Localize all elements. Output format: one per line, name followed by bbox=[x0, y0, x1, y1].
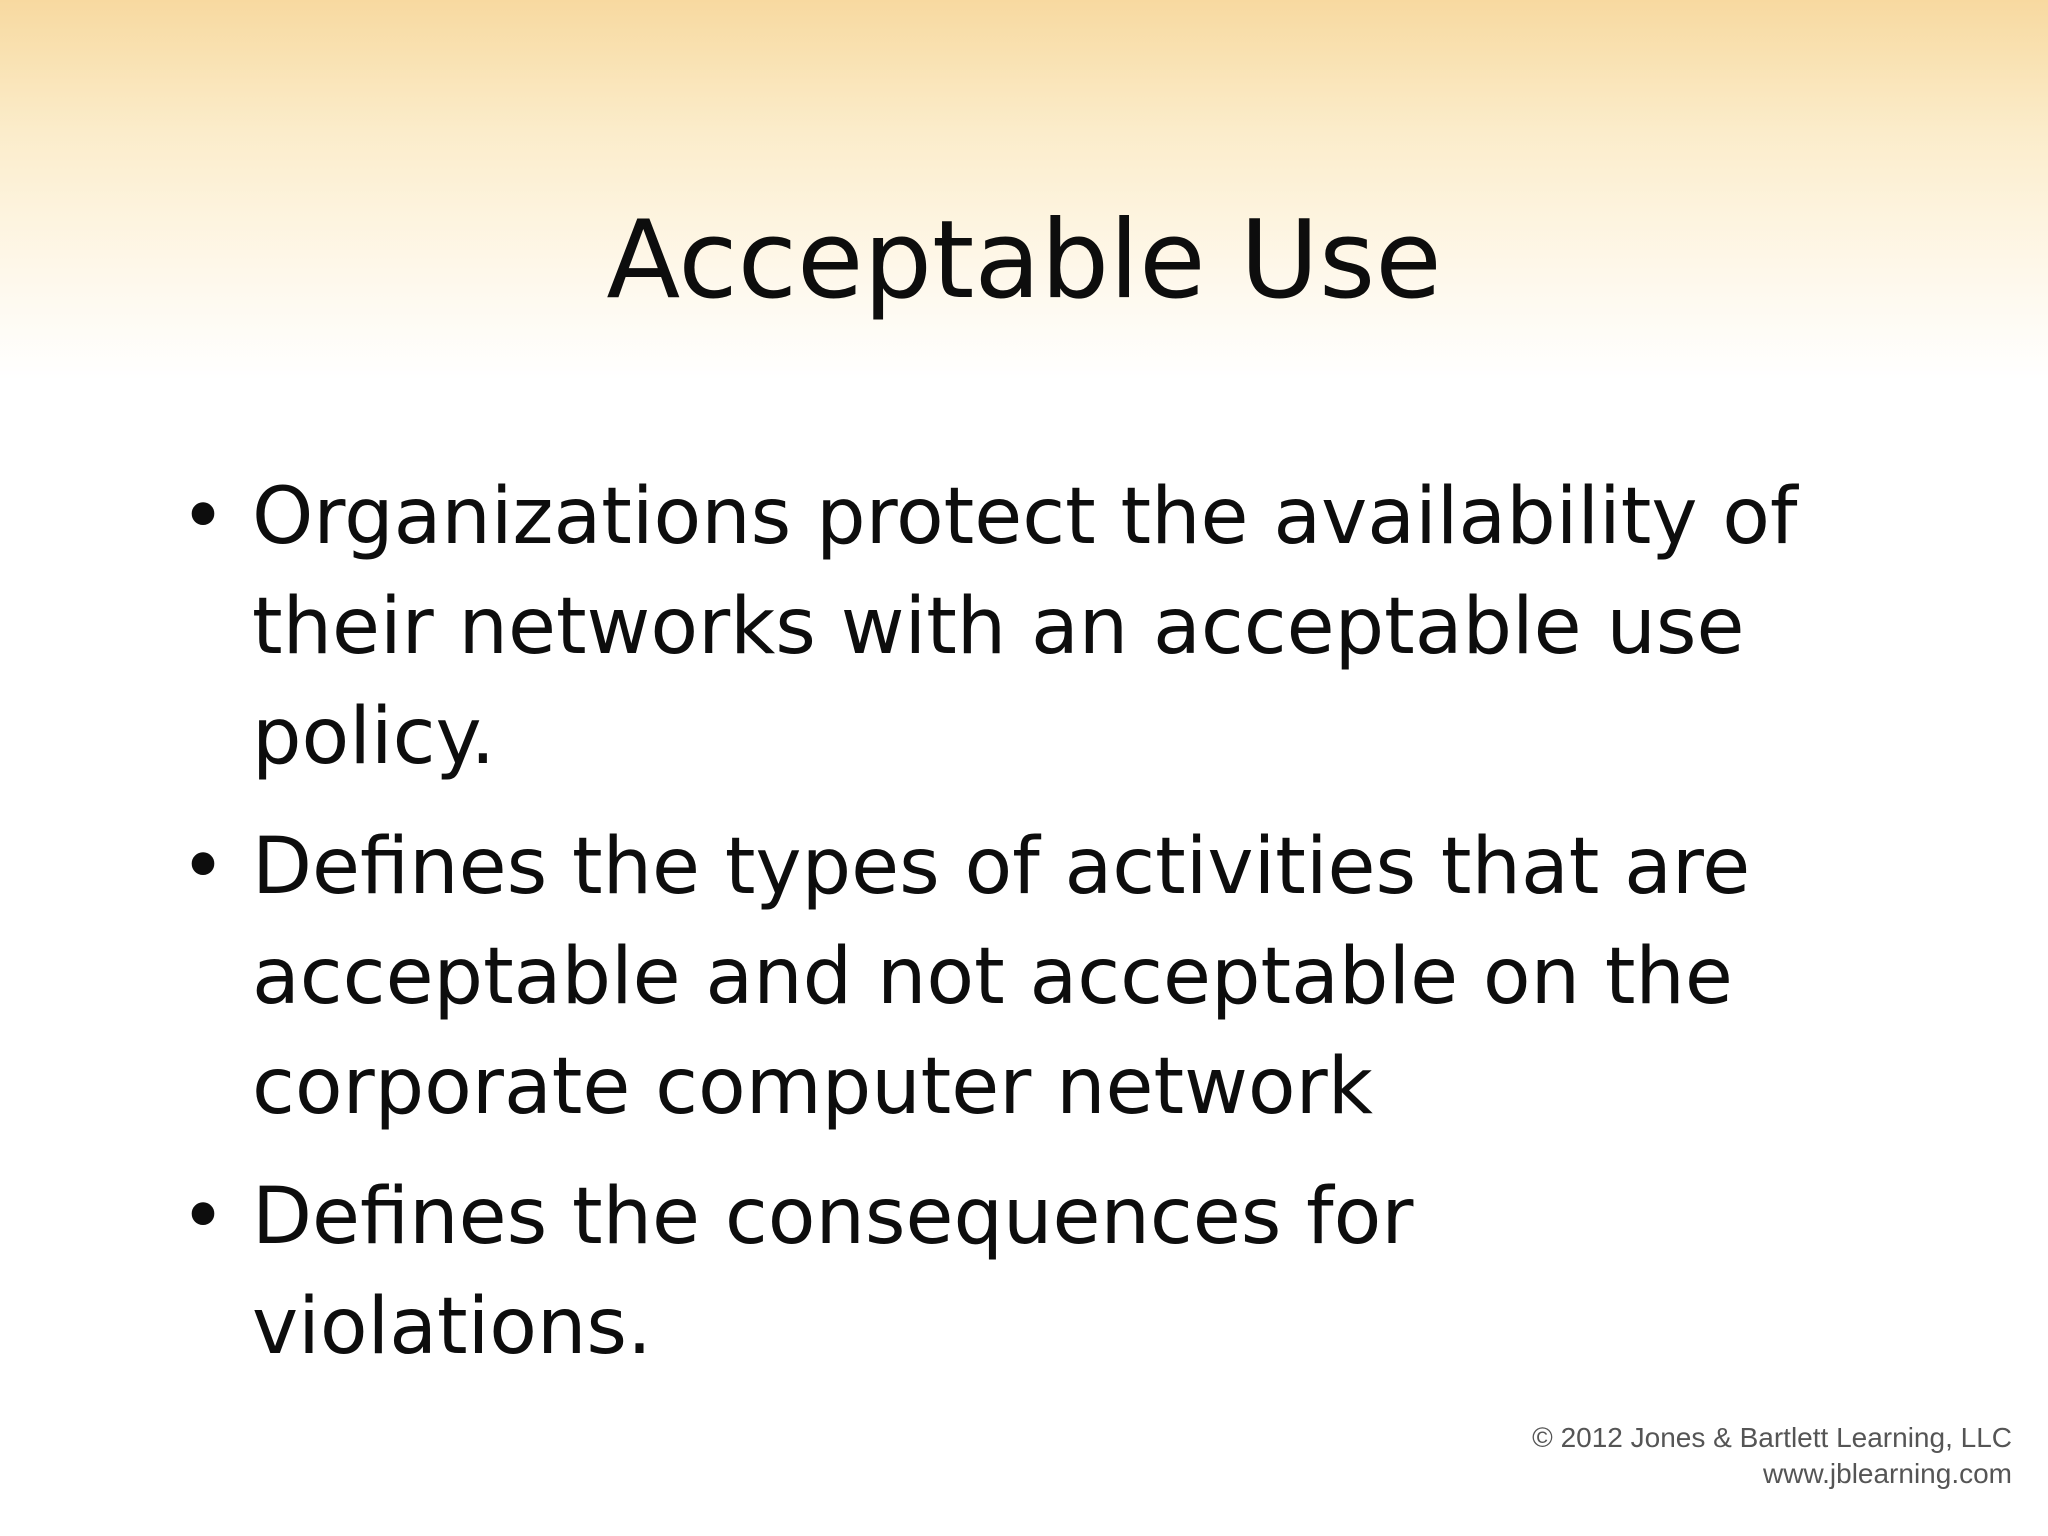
bullet-marker: • bbox=[180, 822, 227, 912]
bullet-text: Organizations protect the availability of their networks with an acceptable use policy. bbox=[252, 472, 1798, 782]
bullet-item bbox=[180, 812, 1820, 1142]
copyright-text: © 2012 Jones & Bartlett Learning, LLC bbox=[1532, 1422, 2012, 1453]
bullet-list bbox=[180, 462, 1820, 1402]
website-text: www.jblearning.com bbox=[1763, 1458, 2012, 1489]
bullet-marker: • bbox=[180, 1172, 227, 1262]
bullet-text: Defines the types of activities that are acceptable and not acceptable on the corporate computer network bbox=[252, 822, 1751, 1132]
copyright-footer bbox=[1532, 1420, 2012, 1492]
bullet-text: Defines the consequences for violations. bbox=[252, 1172, 1414, 1372]
bullet-marker: • bbox=[180, 472, 227, 562]
bullet-item bbox=[180, 1162, 1820, 1382]
slide-title: Acceptable Use bbox=[606, 198, 1442, 323]
bullet-item bbox=[180, 462, 1820, 792]
